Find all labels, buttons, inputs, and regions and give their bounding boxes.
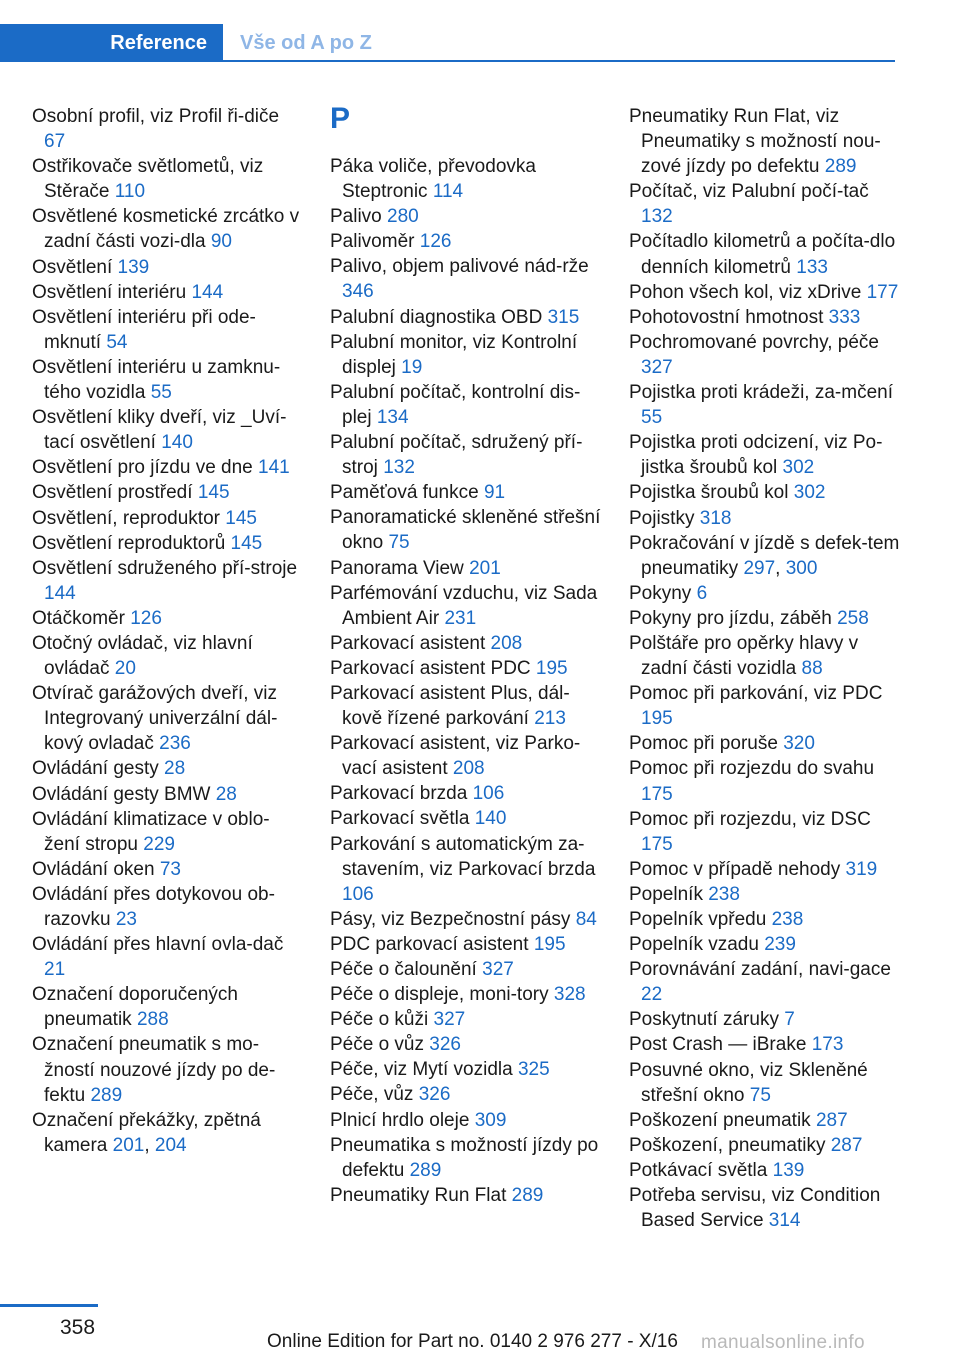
index-entry — [330, 1082, 602, 1107]
page-reference-link[interactable]: 314 — [768, 1210, 801, 1232]
page-reference-link[interactable]: 238 — [771, 909, 804, 930]
index-term: Péče o čalounění — [330, 959, 477, 980]
index-term: Pásy, viz Bezpečnostní pásy — [330, 908, 571, 930]
index-term: PDC parkovací asistent — [330, 933, 529, 955]
index-term: Pomoc při rozjezdu, viz DSC — [629, 808, 871, 830]
page-reference-link[interactable]: 327 — [433, 1009, 466, 1031]
index-entry — [629, 104, 904, 179]
page-reference-link[interactable]: 23 — [115, 909, 137, 930]
index-entry — [330, 1133, 602, 1183]
index-entry — [629, 581, 904, 606]
index-entry — [629, 1158, 904, 1183]
index-entry — [629, 1058, 904, 1108]
index-term: Ostřikovače světlometů, viz Stěrače — [32, 156, 264, 203]
index-entry — [629, 681, 904, 731]
index-entry — [330, 581, 602, 631]
index-term: Palubní počítač, kontrolní dis‐plej — [330, 381, 581, 428]
page-reference-link[interactable]: 106 — [342, 883, 374, 905]
page-reference-link[interactable]: 140 — [161, 432, 193, 454]
page-reference-link[interactable]: 319 — [845, 858, 878, 880]
index-entry — [330, 1032, 602, 1057]
index-term: Pneumatika s možností jízdy po defektu — [330, 1134, 599, 1181]
index-term: Pneumatiky Run Flat, viz Pneumatiky s možností nou‐zové jízdy po defektu — [629, 106, 881, 178]
index-entry — [32, 355, 304, 405]
index-term: Počítadlo kilometrů a počíta‐dlo denních kilometrů — [629, 231, 896, 278]
page-reference-link[interactable]: 126 — [419, 231, 452, 253]
index-term: Pojistka proti odcizení, viz Po‐jistka šroubů kol — [629, 432, 883, 479]
index-term: Plnicí hrdlo oleje — [330, 1109, 470, 1131]
index-term: Osvětlení interiéru při ode‐mknutí — [32, 306, 256, 353]
watermark: manualsonline.info — [701, 1332, 865, 1353]
page-reference-link[interactable]: 145 — [230, 532, 263, 554]
index-entry — [32, 882, 304, 932]
index-term: Pomoc při poruše — [629, 733, 778, 755]
index-entry — [629, 731, 904, 756]
index-entry — [330, 305, 602, 330]
page-reference-link[interactable]: 318 — [699, 507, 732, 529]
index-term: Potřeba servisu, viz Condition Based Service — [629, 1185, 881, 1232]
index-entry — [629, 229, 904, 279]
index-entry — [330, 806, 602, 831]
index-term: Osvětlení, reproduktor — [32, 507, 220, 529]
index-term: Péče o vůz — [330, 1034, 424, 1056]
page-reference-link[interactable]: 144 — [44, 582, 76, 604]
index-term: Počítač, viz Palubní počí‐tač — [629, 181, 869, 203]
page-reference-link[interactable]: 302 — [782, 457, 815, 479]
index-term: Parkovací asistent Plus, dál‐kově řízené parkování — [330, 682, 570, 730]
page-reference-link[interactable]: 208 — [490, 632, 523, 654]
index-entry — [32, 154, 304, 204]
index-entry — [330, 430, 602, 480]
index-term: Péče, vůz — [330, 1084, 414, 1106]
page-reference-link[interactable]: 145 — [225, 507, 257, 529]
page-reference-link[interactable]: 173 — [811, 1034, 844, 1056]
index-term: Parkovací asistent — [330, 632, 486, 654]
page-reference-link[interactable]: 139 — [117, 256, 150, 278]
index-entry — [32, 405, 304, 455]
page-reference-link[interactable]: 208 — [452, 758, 485, 780]
index-entry — [629, 1032, 904, 1057]
page-reference-link[interactable]: 75 — [388, 532, 410, 554]
index-term: Parkovací brzda — [330, 783, 468, 805]
page-reference-link[interactable]: 110 — [114, 181, 146, 203]
page-reference-link[interactable]: 326 — [429, 1034, 461, 1056]
page-reference-link[interactable]: 139 — [772, 1159, 805, 1181]
index-term: Palivo, objem palivové nád‐rže — [330, 256, 589, 278]
index-term: Osvětlení kliky dveří, viz _Uví‐tací osvětlení — [32, 407, 287, 454]
index-term: Palubní diagnostika OBD — [330, 306, 543, 328]
index-entry — [330, 681, 602, 731]
page-reference-link[interactable]: 320 — [783, 733, 815, 755]
page-reference-link[interactable]: 175 — [641, 833, 673, 855]
index-entry — [629, 330, 904, 380]
page-reference-link[interactable]: 238 — [708, 883, 740, 905]
index-entry — [32, 857, 304, 882]
index-entry — [330, 330, 602, 380]
index-entry — [32, 982, 304, 1032]
index-term: Poškození, pneumatiky — [629, 1134, 826, 1156]
index-entry — [330, 229, 602, 254]
index-entry — [629, 631, 904, 681]
index-entry — [32, 606, 304, 631]
page-reference-link[interactable]: 55 — [641, 407, 663, 429]
page-reference-link[interactable]: 175 — [641, 783, 673, 805]
page-reference-link[interactable]: 73 — [159, 858, 181, 880]
page-reference-link[interactable]: 333 — [828, 306, 861, 328]
index-entry — [330, 556, 602, 581]
index-entry — [629, 882, 904, 907]
page-reference-link[interactable]: 201 — [469, 557, 501, 579]
index-term: Palubní monitor, viz Kontrolní displej — [330, 331, 578, 378]
page-reference-link[interactable]: 346 — [342, 281, 374, 303]
index-entry — [32, 204, 304, 254]
index-term: Ovládání gesty — [32, 758, 159, 780]
index-entry: Pokračování v jízdě s defek‐tem pneumatiky 297, 300 — [629, 532, 900, 579]
page-reference-link[interactable]: 133 — [796, 256, 828, 278]
page-reference-link[interactable]: 54 — [106, 331, 128, 353]
index-entry — [629, 179, 904, 229]
index-entry — [330, 731, 602, 781]
index-term: Parfémování vzduchu, viz Sada Ambient Air — [330, 582, 598, 629]
page-reference-link[interactable]: 289 — [824, 156, 857, 178]
index-entry — [32, 932, 304, 982]
index-term: Označení překážky, zpětná kamera — [32, 1109, 261, 1156]
index-entry — [330, 254, 602, 304]
index-entry — [32, 104, 304, 154]
page-reference-link[interactable]: 140 — [474, 808, 507, 830]
index-entry — [330, 480, 602, 505]
page-reference-link[interactable]: 22 — [641, 984, 663, 1006]
index-entry — [629, 506, 904, 531]
page-reference-link[interactable]: 55 — [150, 382, 172, 404]
index-term: Pohotovostní hmotnost — [629, 306, 824, 328]
index-entry — [629, 957, 904, 1007]
index-entry — [330, 631, 602, 656]
index-term: Osvětlení reproduktorů — [32, 532, 226, 554]
index-term: Osvětlení prostředí — [32, 482, 193, 504]
index-entry — [629, 1108, 904, 1133]
page-reference-link[interactable]: 287 — [815, 1109, 848, 1131]
index-term: Péče, viz Mytí vozidla — [330, 1059, 513, 1081]
index-term: Osobní profil, viz Profil ři‐diče — [32, 106, 280, 127]
page-reference-link[interactable]: 325 — [517, 1059, 550, 1081]
page-number: 358 — [60, 1316, 96, 1339]
page-reference-link[interactable]: 231 — [444, 607, 477, 629]
index-term: Palivoměr — [330, 231, 415, 253]
page-reference-link[interactable]: 280 — [387, 206, 419, 228]
index-term: Polštáře pro opěrky hlavy v zadní části vozidla — [629, 632, 859, 680]
index-term: Posuvné okno, viz Skleněné střešní okno — [629, 1059, 868, 1106]
index-term: Osvětlení — [32, 256, 113, 278]
page-reference-link[interactable]: 315 — [547, 306, 580, 328]
page-reference-link[interactable]: 28 — [215, 783, 237, 805]
index-column-1 — [32, 104, 304, 1158]
index-term: Osvětlení interiéru — [32, 281, 187, 303]
index-term: Pomoc v případě nehody — [629, 858, 841, 880]
page-reference-link[interactable]: 177 — [866, 281, 899, 303]
page-reference-link[interactable]: 195 — [535, 657, 568, 679]
index-entry — [330, 781, 602, 806]
index-entry — [629, 807, 904, 857]
page-reference-link[interactable]: 21 — [44, 959, 66, 981]
page-reference-link[interactable]: 75 — [749, 1084, 771, 1106]
index-term: Panoramatické skleněné střešní okno — [330, 507, 601, 554]
index-term: Pochromované povrchy, péče — [629, 331, 879, 353]
page-reference-link[interactable]: 289 — [511, 1184, 544, 1206]
index-entry — [330, 932, 602, 957]
page-reference-link[interactable]: 327 — [641, 356, 673, 378]
index-term: Palivo — [330, 206, 382, 228]
index-term: Pomoc při parkování, viz PDC — [629, 683, 883, 705]
index-term: Popelník vpředu — [629, 909, 767, 930]
index-term: Pokračování v jízdě s defek‐tem pneumatiky — [629, 532, 900, 579]
section-letter: P — [330, 102, 351, 135]
page-reference-link[interactable]: 144 — [191, 281, 224, 303]
page-reference-link[interactable]: 88 — [801, 658, 823, 680]
index-entry — [330, 505, 602, 555]
index-term: Ovládání přes dotykovou ob‐razovku — [32, 883, 275, 930]
index-entry — [32, 280, 304, 305]
index-term: Péče o kůži — [330, 1009, 429, 1031]
edition-text: Online Edition for Part no. 0140 2 976 277 - X/16 — [267, 1331, 678, 1352]
index-column-2 — [330, 104, 602, 1208]
page-reference-link[interactable]: 67 — [44, 131, 66, 153]
index-term: Popelník vzadu — [629, 934, 759, 956]
index-entry — [32, 681, 304, 756]
index-term: Ovládání klimatizace v oblo‐žení stropu — [32, 808, 270, 855]
index-term: Poskytnutí záruky — [629, 1009, 779, 1031]
page-reference-link[interactable]: 327 — [482, 959, 514, 980]
index-entry — [330, 1007, 602, 1032]
page-reference-link[interactable]: 239 — [764, 934, 796, 956]
index-term: Pojistky — [629, 507, 695, 529]
index-term: Porovnávání zadání, navi‐gace — [629, 959, 891, 981]
page-reference-link[interactable]: 132 — [641, 206, 673, 228]
index-term: Ovládání oken — [32, 858, 155, 880]
page-reference-link[interactable]: 106 — [472, 783, 505, 805]
index-term: Páka voliče, převodovka Steptronic — [330, 156, 536, 203]
index-entry — [32, 756, 304, 781]
index-entry — [330, 982, 602, 1007]
page-reference-link[interactable]: 6 — [696, 582, 708, 604]
index-entry — [32, 1032, 304, 1107]
page-reference-link[interactable]: 201 — [112, 1134, 145, 1156]
page-reference-link[interactable]: 195 — [641, 708, 673, 730]
index-term: Otvírač garážových dveří, viz Integrovaný univerzální dál‐kový ovladač — [32, 683, 278, 755]
page-reference-link[interactable]: 132 — [383, 457, 415, 479]
index-term: Péče o displeje, moni‐tory — [330, 984, 549, 1006]
index-entry — [32, 255, 304, 280]
index-entry — [629, 606, 904, 631]
page-reference-link[interactable]: 302 — [793, 482, 826, 504]
index-entry — [330, 380, 602, 430]
index-term: Pojistka proti krádeži, za‐mčení — [629, 382, 893, 404]
page-reference-link[interactable]: 300 — [785, 557, 818, 579]
page-reference-link[interactable]: 195 — [533, 933, 566, 955]
page-reference-link[interactable]: 20 — [114, 658, 136, 680]
tab-reference[interactable]: Reference — [0, 24, 223, 62]
index-entry — [629, 907, 904, 932]
index-term: Parkovací světla — [330, 808, 470, 830]
index-term: Pojistka šroubů kol — [629, 482, 789, 504]
index-term: Osvětlené kosmetické zrcátko v zadní části vozi‐dla — [32, 206, 300, 253]
index-entry — [330, 1057, 602, 1082]
index-term: Označení pneumatik s mo‐žností nouzové jízdy po de‐fektu — [32, 1034, 276, 1106]
page-reference-link[interactable]: 309 — [474, 1109, 507, 1131]
index-entry — [32, 631, 304, 681]
index-term: Parkovací asistent PDC — [330, 657, 531, 679]
index-term: Označení doporučených pneumatik — [32, 984, 238, 1031]
index-entry — [330, 204, 602, 229]
page-reference-link[interactable]: 134 — [376, 406, 409, 428]
index-term: Post Crash — iBrake — [629, 1034, 807, 1056]
index-entry — [330, 907, 602, 932]
index-term: Osvětlení sdruženého pří‐stroje — [32, 557, 298, 579]
index-entry — [330, 957, 602, 982]
page-reference-link[interactable]: 19 — [401, 356, 423, 378]
index-entry: Označení překážky, zpětná kamera 201, 204 — [32, 1109, 261, 1156]
page-reference-link[interactable]: 204 — [154, 1134, 187, 1156]
index-entry — [330, 656, 602, 681]
index-term: Pneumatiky Run Flat — [330, 1184, 507, 1206]
index-term: Pomoc při rozjezdu do svahu — [629, 758, 875, 780]
index-entry — [629, 305, 904, 330]
page-reference-link[interactable]: 126 — [130, 607, 162, 629]
index-term: Ovládání přes hlavní ovla‐dač — [32, 934, 284, 956]
header-rule — [223, 60, 895, 62]
index-entry — [330, 1108, 602, 1133]
page-reference-link[interactable]: 328 — [553, 984, 586, 1006]
index-entry — [629, 857, 904, 882]
index-entry — [330, 154, 602, 204]
page-reference-link[interactable]: 145 — [197, 482, 230, 504]
tab-a-to-z[interactable]: Vše od A po Z — [240, 32, 372, 54]
page-reference-link[interactable]: 213 — [534, 708, 566, 730]
index-entry — [629, 1133, 904, 1158]
index-term: Osvětlení interiéru u zamknu‐tého vozidla — [32, 356, 281, 404]
index-term: Pokyny — [629, 582, 692, 604]
page-reference-link[interactable]: 114 — [432, 181, 464, 203]
index-term: Parkování s automatickým za‐stavením, viz Parkovací brzda — [330, 833, 596, 880]
index-entry — [629, 480, 904, 505]
index-entry — [32, 556, 304, 606]
index-term: Pohon všech kol, viz xDrive — [629, 281, 862, 303]
index-term: Poškození pneumatik — [629, 1109, 811, 1131]
index-entry — [32, 506, 304, 531]
index-entry — [32, 807, 304, 857]
index-term: Palubní počítač, sdružený pří‐stroj — [330, 432, 583, 479]
index-entry — [330, 832, 602, 907]
page-reference-link[interactable]: 90 — [210, 231, 232, 253]
index-entry — [629, 1007, 904, 1032]
page-reference-link[interactable]: 229 — [143, 833, 175, 855]
index-entry — [32, 480, 304, 505]
index-term: Ovládání gesty BMW — [32, 783, 211, 805]
index-column-3 — [629, 104, 904, 1233]
page-reference-link[interactable]: 258 — [837, 607, 869, 629]
page-reference-link[interactable]: 7 — [784, 1009, 795, 1031]
page-reference-link[interactable]: 236 — [159, 733, 191, 755]
page-reference-link[interactable]: 289 — [90, 1084, 123, 1106]
index-entry — [32, 531, 304, 556]
page-reference-link[interactable]: 326 — [418, 1084, 451, 1106]
index-term: Paměťová funkce — [330, 482, 479, 504]
page-reference-link[interactable]: 141 — [258, 457, 290, 479]
index-entry — [32, 455, 304, 480]
index-term: Panorama View — [330, 557, 464, 579]
index-term: Osvětlení pro jízdu ve dne — [32, 457, 253, 479]
index-entry — [330, 1183, 602, 1208]
page-reference-link[interactable]: 288 — [136, 1009, 169, 1031]
header-tabs — [0, 24, 895, 62]
index-term: Parkovací asistent, viz Parko‐vací asistent — [330, 733, 581, 780]
index-entry — [32, 782, 304, 807]
index-term: Pokyny pro jízdu, záběh — [629, 607, 832, 629]
page-reference-link[interactable]: 287 — [830, 1134, 863, 1156]
index-entry — [32, 305, 304, 355]
index-entry — [629, 430, 904, 480]
index-term: Otáčkoměr — [32, 607, 125, 629]
page-reference-link[interactable]: 28 — [164, 758, 186, 780]
page-reference-link[interactable]: 91 — [483, 482, 506, 504]
index-entry — [629, 932, 904, 957]
index-entry — [629, 1183, 904, 1233]
index-entry — [629, 280, 904, 305]
index-entry — [629, 380, 904, 430]
page-reference-link[interactable]: 297 — [743, 557, 776, 579]
index-term: Otočný ovládač, viz hlavní ovládač — [32, 632, 253, 680]
index-entry — [629, 756, 904, 806]
page-reference-link[interactable]: 84 — [575, 908, 597, 930]
page-reference-link[interactable]: 289 — [409, 1159, 442, 1181]
index-term: Popelník — [629, 883, 703, 905]
footer-rule — [0, 1304, 98, 1307]
index-term: Potkávací světla — [629, 1159, 768, 1181]
